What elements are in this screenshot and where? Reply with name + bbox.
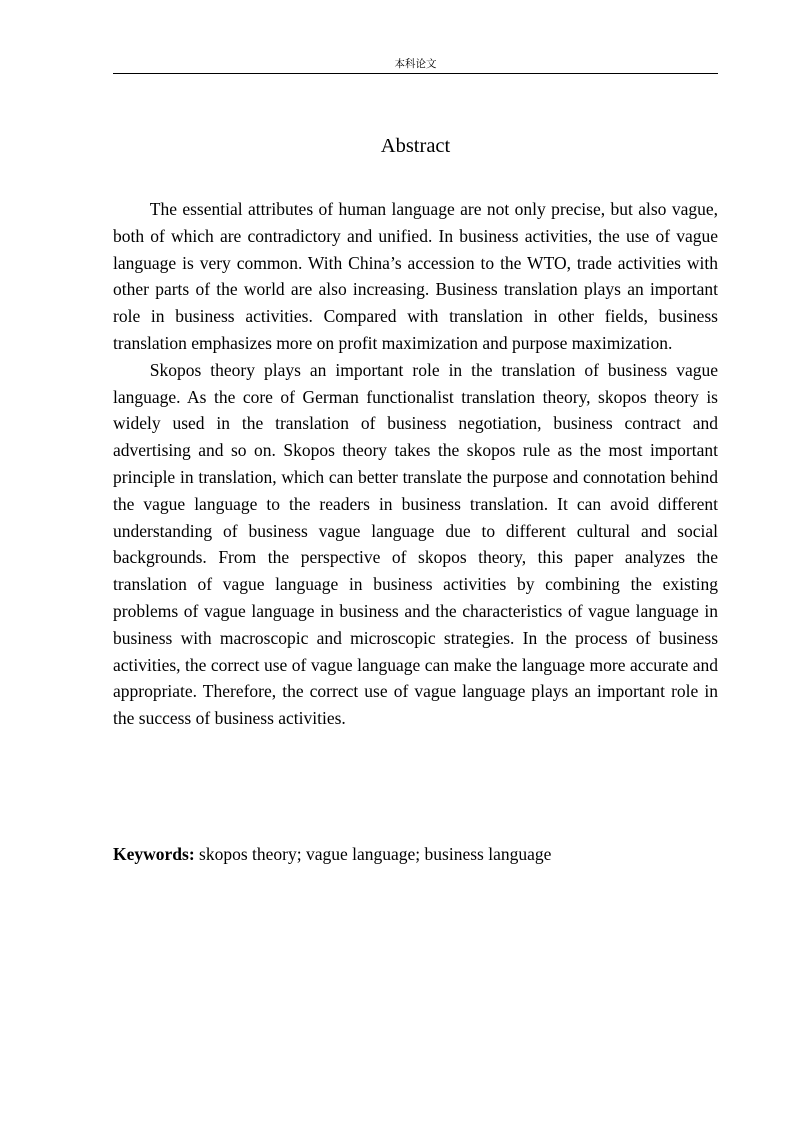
- keywords-label: Keywords:: [113, 844, 195, 864]
- header-divider: [113, 73, 718, 74]
- running-header: 本科论文: [394, 58, 437, 70]
- abstract-paragraph: The essential attributes of human language are not only precise, but also vague, both of which are contradictory and unified. In business activities, the use of vague language is very common. With China’s accession to the WTO, trade activities with other parts of the world are also increasing. Business translation plays an important role in business activities. Compared with translation in other fields, business translation emphasizes more on profit maximization and purpose maximization.: [113, 199, 718, 353]
- abstract-paragraph: Skopos theory plays an important role in the translation of business vague language. As the core of German functionalist translation theory, skopos theory is widely used in the translation of business negotiation, business contract and advertising and so on. Skopos theory takes the skopos rule as the most important principle in translation, which can better translate the purpose and connotation behind the vague language to the readers in business translation. It can avoid different understanding of business vague language due to different cultural and social backgrounds. From the perspective of skopos theory, this paper analyzes the translation of vague language in business activities by combining the existing problems of vague language in business and the characteristics of vague language in business with macroscopic and microscopic strategies. In the process of business activities, the correct use of vague language can make the language more accurate and appropriate. Therefore, the correct use of vague language plays an important role in the success of business activities.: [113, 359, 718, 729]
- abstract-body: [113, 196, 718, 732]
- keywords-text: skopos theory; vague language; business language: [199, 844, 552, 864]
- keywords-line: [113, 841, 718, 867]
- abstract-title: Abstract: [380, 135, 451, 157]
